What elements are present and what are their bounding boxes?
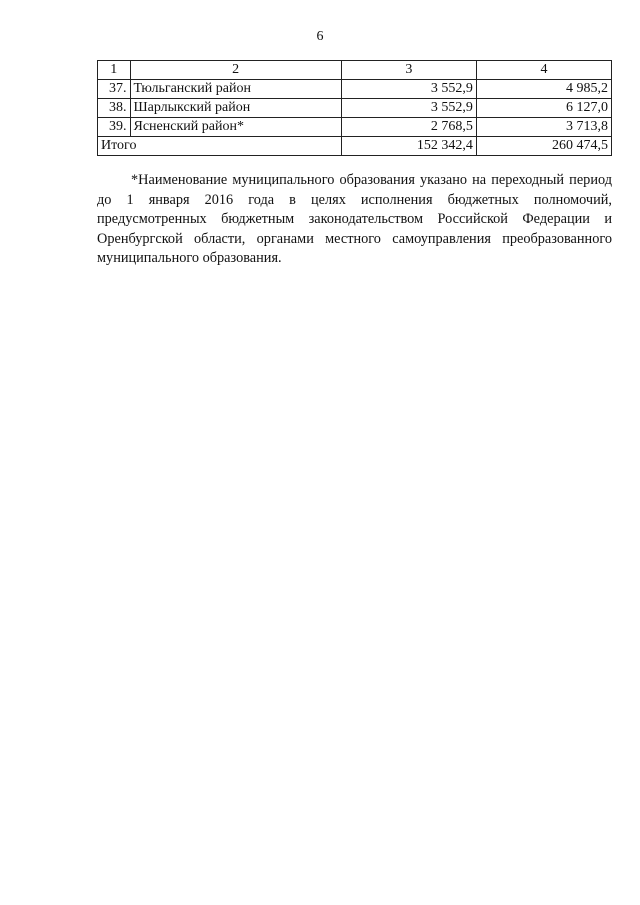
table-row (98, 99, 612, 118)
value-column-3: 2 768,5 (341, 118, 476, 137)
value-column-4: 6 127,0 (476, 99, 611, 118)
total-label: Итого (98, 137, 342, 156)
district-name: Тюльганский район (130, 80, 341, 99)
table-row (98, 118, 612, 137)
district-name: Шарлыкский район (130, 99, 341, 118)
value-column-3: 3 552,9 (341, 80, 476, 99)
value-column-4: 3 713,8 (476, 118, 611, 137)
district-name: Ясненский район* (130, 118, 341, 137)
total-value-column-3: 152 342,4 (341, 137, 476, 156)
column-header-1: 1 (98, 61, 131, 80)
budget-table (97, 60, 612, 156)
column-header-4: 4 (476, 61, 611, 80)
row-number: 38. (98, 99, 131, 118)
footnote-text: *Наименование муниципального образования указано на переходный период до 1 января 2016 года в целях исполнения бюджетных полномочий, предусмотренных бюджетным законодательством Российской Федерации и Оренбургской области, органами местного самоуправления преобразованного муниципального образования. (97, 172, 612, 266)
column-header-3: 3 (341, 61, 476, 80)
table-total-row (98, 137, 612, 156)
table-header-row (98, 61, 612, 80)
total-value-column-4: 260 474,5 (476, 137, 611, 156)
page-number: 6 (316, 29, 324, 44)
value-column-3: 3 552,9 (341, 99, 476, 118)
column-header-2: 2 (130, 61, 341, 80)
row-number: 37. (98, 80, 131, 99)
row-number: 39. (98, 118, 131, 137)
table-row (98, 80, 612, 99)
value-column-4: 4 985,2 (476, 80, 611, 99)
